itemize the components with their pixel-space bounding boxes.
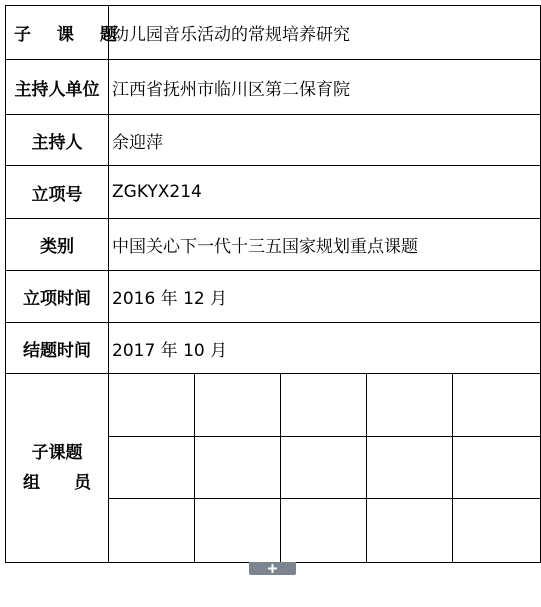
- member-cell[interactable]: [367, 374, 453, 437]
- member-cell[interactable]: [367, 499, 453, 563]
- subtopic-label: 子 课 题: [6, 6, 109, 60]
- plus-icon: [268, 564, 277, 573]
- row-start-date: [6, 271, 541, 323]
- host-value[interactable]: 余迎萍: [109, 115, 541, 166]
- end-date-label: 结题时间: [6, 323, 109, 374]
- members-label-line1: 子课题: [31, 443, 83, 463]
- subtopic-value[interactable]: 幼儿园音乐活动的常规培养研究: [109, 6, 541, 60]
- end-date-value[interactable]: 2017 年 10 月: [109, 323, 541, 374]
- member-cell[interactable]: [453, 374, 541, 437]
- member-cell[interactable]: [195, 437, 281, 499]
- host-unit-value[interactable]: 江西省抚州市临川区第二保育院: [109, 60, 541, 115]
- member-cell[interactable]: [109, 437, 195, 499]
- member-cell[interactable]: [281, 499, 367, 563]
- project-info-table: [5, 5, 541, 563]
- host-label: 主持人: [6, 115, 109, 166]
- member-cell[interactable]: [109, 374, 195, 437]
- members-label: [6, 374, 109, 563]
- row-host: [6, 115, 541, 166]
- project-number-value[interactable]: ZGKYX214: [109, 166, 541, 219]
- host-unit-label: 主持人单位: [6, 60, 109, 115]
- category-label: 类别: [6, 219, 109, 271]
- member-cell[interactable]: [453, 499, 541, 563]
- project-number-label: 立项号: [6, 166, 109, 219]
- row-project-number: [6, 166, 541, 219]
- row-end-date: [6, 323, 541, 374]
- expand-handle-button[interactable]: [249, 562, 296, 575]
- member-cell[interactable]: [281, 374, 367, 437]
- row-host-unit: [6, 60, 541, 115]
- member-cell[interactable]: [367, 437, 453, 499]
- member-cell[interactable]: [195, 374, 281, 437]
- members-row-1: [6, 374, 541, 437]
- category-value[interactable]: 中国关心下一代十三五国家规划重点课题: [109, 219, 541, 271]
- member-cell[interactable]: [109, 499, 195, 563]
- members-label-line2: 组 员: [23, 473, 105, 493]
- row-category: [6, 219, 541, 271]
- start-date-label: 立项时间: [6, 271, 109, 323]
- member-cell[interactable]: [453, 437, 541, 499]
- member-cell[interactable]: [281, 437, 367, 499]
- start-date-value[interactable]: 2016 年 12 月: [109, 271, 541, 323]
- member-cell[interactable]: [195, 499, 281, 563]
- row-subtopic: [6, 6, 541, 60]
